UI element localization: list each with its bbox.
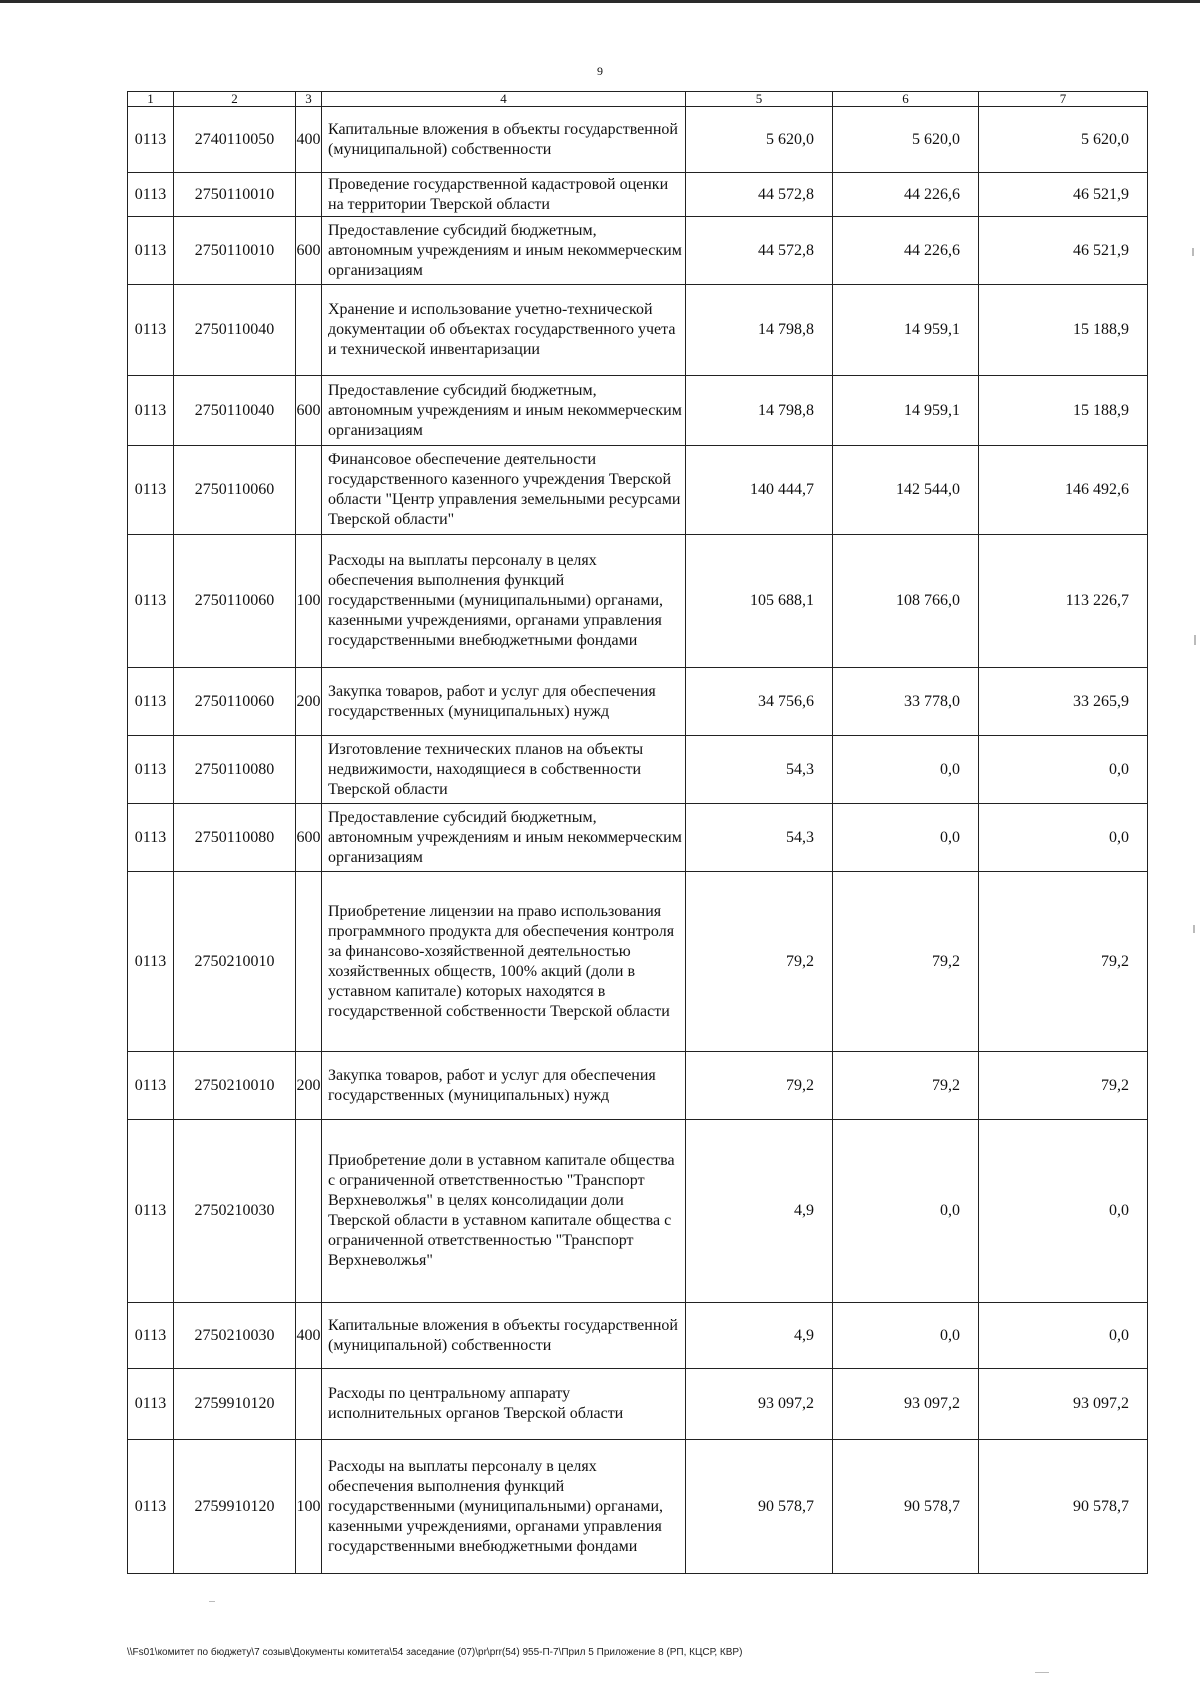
amount-col-6: 142 544,0: [833, 446, 979, 535]
expense-type-code: 600: [296, 217, 322, 285]
header-col-5: 5: [686, 92, 833, 107]
item-description: Закупка товаров, работ и услуг для обеспечения государственных (муниципальных) нужд: [322, 668, 686, 736]
amount-col-6: 5 620,0: [833, 107, 979, 173]
section-code: 0113: [128, 173, 174, 217]
expense-type-code: [296, 736, 322, 804]
expense-type-code: 400: [296, 1303, 322, 1369]
section-code: 0113: [128, 736, 174, 804]
item-description: Предоставление субсидий бюджетным, автономным учреждениям и иным некоммерческим организациям: [322, 376, 686, 446]
item-description: Проведение государственной кадастровой оценки на территории Тверской области: [322, 173, 686, 217]
table-row: [128, 217, 1148, 285]
target-article-code: 2750110080: [174, 804, 296, 872]
table-row: [128, 804, 1148, 872]
target-article-code: 2750210010: [174, 872, 296, 1052]
amount-col-5: 140 444,7: [686, 446, 833, 535]
amount-col-7: 90 578,7: [979, 1440, 1148, 1574]
scan-mark-right-2: [1194, 635, 1196, 645]
amount-col-6: 44 226,6: [833, 173, 979, 217]
section-code: 0113: [128, 1440, 174, 1574]
amount-col-5: 14 798,8: [686, 376, 833, 446]
amount-col-5: 4,9: [686, 1303, 833, 1369]
item-description: Закупка товаров, работ и услуг для обеспечения государственных (муниципальных) нужд: [322, 1052, 686, 1120]
section-code: 0113: [128, 1052, 174, 1120]
amount-col-5: 14 798,8: [686, 285, 833, 376]
section-code: 0113: [128, 535, 174, 668]
amount-col-6: 14 959,1: [833, 376, 979, 446]
amount-col-5: 4,9: [686, 1120, 833, 1303]
amount-col-7: 46 521,9: [979, 173, 1148, 217]
section-code: 0113: [128, 872, 174, 1052]
expense-type-code: 600: [296, 804, 322, 872]
scan-mark-bottom-1: [209, 1601, 215, 1602]
header-col-6: 6: [833, 92, 979, 107]
table-row: [128, 285, 1148, 376]
section-code: 0113: [128, 376, 174, 446]
table-row: [128, 872, 1148, 1052]
table-row: [128, 1052, 1148, 1120]
header-row: [128, 92, 1148, 107]
amount-col-6: 0,0: [833, 804, 979, 872]
header-col-3: 3: [296, 92, 322, 107]
header-col-2: 2: [174, 92, 296, 107]
amount-col-5: 105 688,1: [686, 535, 833, 668]
amount-col-6: 108 766,0: [833, 535, 979, 668]
amount-col-7: 0,0: [979, 1303, 1148, 1369]
amount-col-6: 44 226,6: [833, 217, 979, 285]
amount-col-5: 79,2: [686, 872, 833, 1052]
amount-col-5: 34 756,6: [686, 668, 833, 736]
scan-mark-right-1: [1192, 248, 1194, 256]
amount-col-5: 90 578,7: [686, 1440, 833, 1574]
table-row: [128, 1440, 1148, 1574]
target-article-code: 2740110050: [174, 107, 296, 173]
amount-col-7: 0,0: [979, 1120, 1148, 1303]
scan-mark-bottom-2: [1035, 1672, 1049, 1673]
item-description: Приобретение лицензии на право использования программного продукта для обеспечения контроля за финансово-хозяйственной деятельностью хозяйственных обществ, 100% акций (доли в уставном капитале) которых находятся в государственной собственности Тверской области: [322, 872, 686, 1052]
expense-type-code: [296, 872, 322, 1052]
amount-col-7: 79,2: [979, 872, 1148, 1052]
item-description: Расходы на выплаты персоналу в целях обеспечения выполнения функций государственными (муниципальными) органами, казенными учреждениями, органами управления государственными внебюджетными фондами: [322, 1440, 686, 1574]
scan-top-edge: [0, 0, 1200, 3]
table-row: [128, 376, 1148, 446]
header-col-7: 7: [979, 92, 1148, 107]
header-col-1: 1: [128, 92, 174, 107]
amount-col-6: 14 959,1: [833, 285, 979, 376]
amount-col-5: 5 620,0: [686, 107, 833, 173]
table-row: [128, 736, 1148, 804]
amount-col-6: 33 778,0: [833, 668, 979, 736]
amount-col-7: 15 188,9: [979, 376, 1148, 446]
amount-col-5: 54,3: [686, 736, 833, 804]
table-row: [128, 107, 1148, 173]
section-code: 0113: [128, 285, 174, 376]
item-description: Хранение и использование учетно-технической документации об объектах государственного учета и технической инвентаризации: [322, 285, 686, 376]
amount-col-7: 0,0: [979, 804, 1148, 872]
table-row: [128, 535, 1148, 668]
amount-col-5: 44 572,8: [686, 217, 833, 285]
section-code: 0113: [128, 1120, 174, 1303]
target-article-code: 2750210010: [174, 1052, 296, 1120]
section-code: 0113: [128, 668, 174, 736]
amount-col-6: 79,2: [833, 872, 979, 1052]
target-article-code: 2750110060: [174, 668, 296, 736]
table-row: [128, 446, 1148, 535]
amount-col-7: 33 265,9: [979, 668, 1148, 736]
amount-col-7: 93 097,2: [979, 1369, 1148, 1440]
table-row: [128, 1303, 1148, 1369]
amount-col-7: 146 492,6: [979, 446, 1148, 535]
target-article-code: 2759910120: [174, 1440, 296, 1574]
target-article-code: 2750110080: [174, 736, 296, 804]
expense-type-code: [296, 1120, 322, 1303]
expense-type-code: 100: [296, 535, 322, 668]
expense-type-code: 200: [296, 1052, 322, 1120]
table-row: [128, 1369, 1148, 1440]
amount-col-6: 93 097,2: [833, 1369, 979, 1440]
section-code: 0113: [128, 1369, 174, 1440]
amount-col-7: 15 188,9: [979, 285, 1148, 376]
section-code: 0113: [128, 804, 174, 872]
item-description: Предоставление субсидий бюджетным, автономным учреждениям и иным некоммерческим организациям: [322, 804, 686, 872]
expense-type-code: [296, 173, 322, 217]
file-path-footer: \\Fs01\комитет по бюджету\7 созыв\Документы комитета\54 заседание (07)\pr\prr(54) 955-П-7\Прил 5 Приложение 8 (РП, КЦСР, КВР): [127, 1647, 743, 1658]
target-article-code: 2759910120: [174, 1369, 296, 1440]
budget-table: [127, 91, 1148, 1574]
expense-type-code: [296, 446, 322, 535]
item-description: Финансовое обеспечение деятельности государственного казенного учреждения Тверской области "Центр управления земельными ресурсами Тверской области": [322, 446, 686, 535]
expense-type-code: 400: [296, 107, 322, 173]
expense-type-code: 600: [296, 376, 322, 446]
table-row: [128, 1120, 1148, 1303]
item-description: Расходы на выплаты персоналу в целях обеспечения выполнения функций государственными (муниципальными) органами, казенными учреждениями, органами управления государственными внебюджетными фондами: [322, 535, 686, 668]
target-article-code: 2750210030: [174, 1303, 296, 1369]
expense-type-code: [296, 285, 322, 376]
amount-col-5: 44 572,8: [686, 173, 833, 217]
item-description: Капитальные вложения в объекты государственной (муниципальной) собственности: [322, 1303, 686, 1369]
item-description: Изготовление технических планов на объекты недвижимости, находящиеся в собственности Тверской области: [322, 736, 686, 804]
amount-col-6: 90 578,7: [833, 1440, 979, 1574]
section-code: 0113: [128, 217, 174, 285]
scan-mark-right-3: [1193, 925, 1195, 933]
amount-col-6: 0,0: [833, 1303, 979, 1369]
item-description: Расходы по центральному аппарату исполнительных органов Тверской области: [322, 1369, 686, 1440]
target-article-code: 2750210030: [174, 1120, 296, 1303]
section-code: 0113: [128, 446, 174, 535]
amount-col-7: 79,2: [979, 1052, 1148, 1120]
target-article-code: 2750110040: [174, 285, 296, 376]
expense-type-code: [296, 1369, 322, 1440]
amount-col-5: 54,3: [686, 804, 833, 872]
target-article-code: 2750110040: [174, 376, 296, 446]
target-article-code: 2750110010: [174, 217, 296, 285]
page-number: 9: [597, 64, 603, 78]
target-article-code: 2750110010: [174, 173, 296, 217]
item-description: Приобретение доли в уставном капитале общества с ограниченной ответственностью "Транспорт Верхневолжья" в целях консолидации доли Тверской области в уставном капитале общества с ограниченной ответственностью "Транспорт Верхневолжья": [322, 1120, 686, 1303]
expense-type-code: 100: [296, 1440, 322, 1574]
table-row: [128, 668, 1148, 736]
amount-col-7: 5 620,0: [979, 107, 1148, 173]
amount-col-5: 93 097,2: [686, 1369, 833, 1440]
amount-col-6: 0,0: [833, 1120, 979, 1303]
amount-col-7: 113 226,7: [979, 535, 1148, 668]
amount-col-7: 46 521,9: [979, 217, 1148, 285]
item-description: Капитальные вложения в объекты государственной (муниципальной) собственности: [322, 107, 686, 173]
amount-col-7: 0,0: [979, 736, 1148, 804]
amount-col-6: 0,0: [833, 736, 979, 804]
item-description: Предоставление субсидий бюджетным, автономным учреждениям и иным некоммерческим организациям: [322, 217, 686, 285]
amount-col-5: 79,2: [686, 1052, 833, 1120]
section-code: 0113: [128, 1303, 174, 1369]
amount-col-6: 79,2: [833, 1052, 979, 1120]
expense-type-code: 200: [296, 668, 322, 736]
section-code: 0113: [128, 107, 174, 173]
target-article-code: 2750110060: [174, 446, 296, 535]
header-col-4: 4: [322, 92, 686, 107]
target-article-code: 2750110060: [174, 535, 296, 668]
table-row: [128, 173, 1148, 217]
